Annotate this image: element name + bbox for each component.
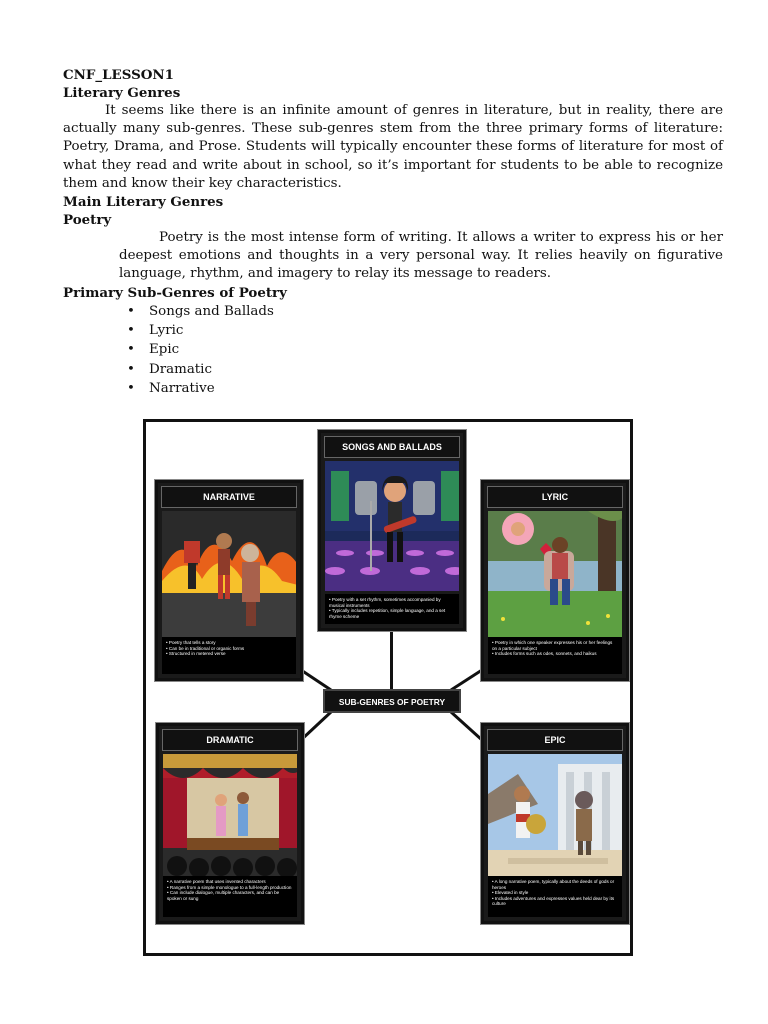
card-narrative: [155, 480, 303, 681]
card-title: NARRATIVE: [161, 486, 297, 508]
center-label: SUB-GENRES OF POETRY: [323, 689, 461, 713]
list-item: • Lyric: [127, 321, 723, 340]
subgenres-heading: Primary Sub-Genres of Poetry: [63, 284, 287, 301]
card-lyric: [481, 480, 629, 681]
songs-scene-illustration: [325, 461, 459, 591]
card-title: SONGS AND BALLADS: [324, 436, 460, 458]
poetry-heading: Poetry: [63, 212, 112, 229]
main-heading: Main Literary Genres: [63, 194, 224, 211]
section-title: Literary Genres: [63, 85, 181, 101]
card-dramatic: [156, 723, 304, 924]
list-item: • Dramatic: [127, 360, 723, 379]
card-title: DRAMATIC: [162, 729, 298, 751]
epic-scene-illustration: [488, 754, 622, 878]
card-description: • A long narrative poem, typically about the deeds of gods or heroes • Elevated in style • Includes adventures and expresses values held dear by its culture: [488, 876, 622, 917]
card-description: • Poetry that tells a story • Can be in traditional or organic forms • Structured in metered verse: [162, 637, 296, 674]
card-description: • Poetry in which one speaker expresses his or her feelings on a particular subject • Includes forms such as odes, sonnets, and haikus: [488, 637, 622, 674]
document-body: [63, 66, 723, 398]
lesson-code: CNF_LESSON1: [63, 67, 174, 83]
card-description: • Poetry with a set rhythm, sometimes accompanied by musical instruments • Typically includes repetition, simple language, and a set rhyme scheme: [325, 594, 459, 624]
list-item: • Epic: [127, 340, 723, 359]
card-title: LYRIC: [487, 486, 623, 508]
subgenres-storyboard: [143, 419, 633, 956]
list-item: • Songs and Ballads: [127, 302, 723, 321]
card-description: • A narrative poem that uses invented characters • Ranges from a simple monologue to a full-length production • Can include dialogue, multiple characters, and can be spoken or sung: [163, 876, 297, 917]
intro-paragraph: It seems like there is an infinite amount of genres in literature, but in reality, there are actually many sub-genres. These sub-genres stem from the three primary forms of literature: Poetry, Drama, and Prose. Students will typically encounter these forms of literature for most of what they read and write about in school, so it’s important for students to be able to recognize them and know their key characteristics.: [63, 103, 723, 191]
narrative-scene-illustration: [162, 511, 296, 639]
lyric-scene-illustration: [488, 511, 622, 639]
list-item: • Narrative: [127, 379, 723, 398]
card-title: EPIC: [487, 729, 623, 751]
card-songs-and-ballads: [318, 430, 466, 631]
card-epic: [481, 723, 629, 924]
poetry-paragraph: Poetry is the most intense form of writing. It allows a writer to express his or her deepest emotions and thoughts in a very personal way. It relies heavily on figurative language, rhythm, and imagery to relay its message to readers.: [119, 230, 723, 282]
subgenre-list: [127, 302, 723, 398]
dramatic-scene-illustration: [163, 754, 297, 878]
